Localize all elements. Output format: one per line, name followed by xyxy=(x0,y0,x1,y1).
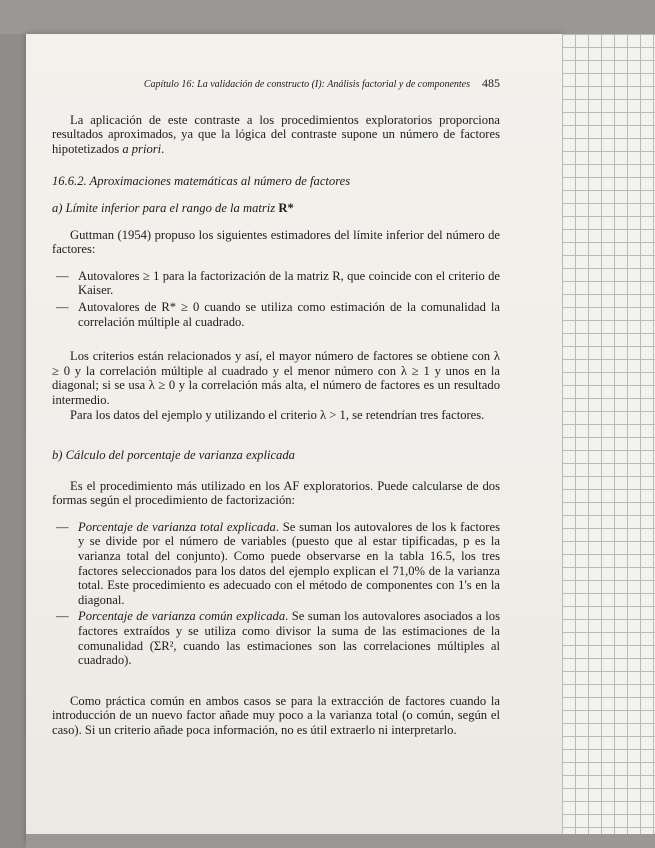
page-number: 485 xyxy=(482,76,500,90)
section-title: 16.6.2. Aproximaciones matemáticas al número de factores xyxy=(52,174,351,189)
page-content xyxy=(52,76,500,738)
list-item: — Autovalores ≥ 1 para la factorización de la matriz R, que coincide con el criterio de Kaiser. xyxy=(56,268,500,298)
part-a-paragraph: Los criterios están relacionados y así, el mayor número de factores se obtiene con λ ≥ 0 y la correlación múltiple al cuadrado y el menor número con λ ≥ 1 y unos en la diagonal; si se usa λ ≥ 0 y la correlación más alta, el número de factores es un resultado intermedio. xyxy=(52,349,500,407)
subsection-a-heading: a) Límite inferior para el rango de la matriz R* xyxy=(52,200,294,215)
running-title: Capítulo 16: La validación de constructo (I): Análisis factorial y de componentes xyxy=(143,79,470,90)
closing-paragraph: Como práctica común en ambos casos se para la extracción de factores cuando la introducción de un nuevo factor añade muy poco a la varianza total (o común, según el caso). Si un criterio añade poca información, no es útil extraerlo ni interpretarlo. xyxy=(52,693,500,737)
list-item: — Porcentaje de varianza común explicada. Se suman los autovalores asociados a los factores extraídos y se utiliza como divisor la suma de las estimaciones de la comunalidad (ΣR², cuando las estimaciones son las correlaciones múltiples al cuadrado). xyxy=(56,609,501,668)
list-item: — Autovalores de R* ≥ 0 cuando se utiliza como estimación de la comunalidad la correlación múltiple al cuadrado. xyxy=(56,299,500,329)
background-top xyxy=(0,0,655,34)
intro-paragraph: La aplicación de este contraste a los procedimientos exploratorios proporciona resultados aproximados, ya que la lógica del contraste supone un número de factores hipotetizados a priori. xyxy=(52,112,500,156)
grid-paper xyxy=(562,34,655,844)
list-item: — Porcentaje de varianza total explicada. Se suman los autovalores de los k factores y se divide por el número de variables (puesto que al estar tipificadas, p es la varianza total del conjunto). Como puede observarse en la tabla 16.5, los tres factores seleccionados para los datos del ejemplo explican el 71,0% de la varianza total. Este procedimiento es adecuado con el método de componentes con 1's en la diagonal. xyxy=(56,519,500,607)
part-b-lead: Es el procedimiento más utilizado en los AF exploratorios. Puede calcularse de dos formas según el procedimiento de factorización: xyxy=(52,478,500,508)
part-a-lead: Guttman (1954) propuso los siguientes estimadores del límite inferior del número de factores: xyxy=(52,227,500,257)
running-header xyxy=(92,76,500,93)
part-a-paragraph: Para los datos del ejemplo y utilizando el criterio λ > 1, se retendrían tres factores. xyxy=(70,407,485,422)
subsection-b-heading: b) Cálculo del porcentaje de varianza explicada xyxy=(52,448,295,463)
background-bottom xyxy=(26,834,655,848)
